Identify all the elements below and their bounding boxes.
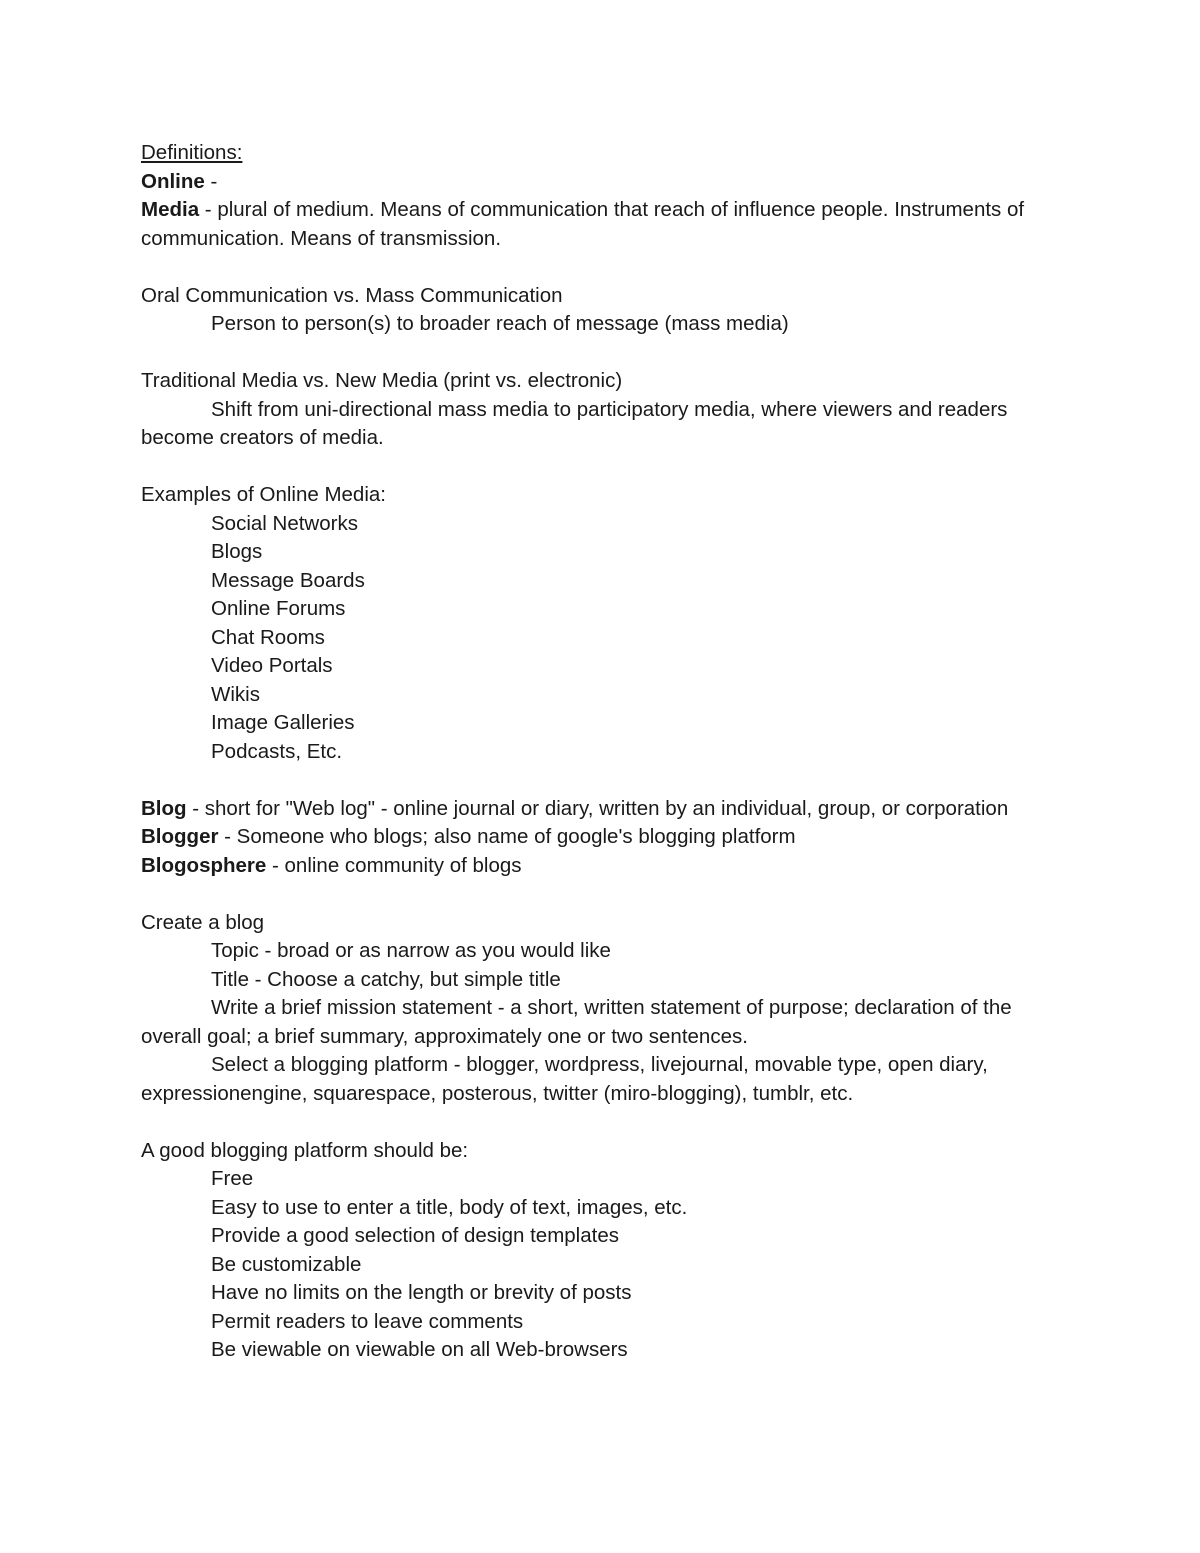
list-item: Easy to use to enter a title, body of text, images, etc. <box>211 1195 688 1219</box>
definition-blogger-text: - Someone who blogs; also name of google's blogging platform <box>218 825 796 848</box>
definition-blogosphere <box>141 852 1061 881</box>
term-blogger: Blogger <box>141 825 219 848</box>
list-item: Have no limits on the length or brevity of posts <box>211 1281 632 1304</box>
list-item: Blogs <box>211 540 263 563</box>
list-item: Social Networks <box>211 511 358 535</box>
list-item: Podcasts, Etc. <box>211 739 343 763</box>
spacer <box>141 253 1061 282</box>
create-heading: Create a blog <box>141 910 265 934</box>
definitions-heading: Definitions: <box>141 141 243 164</box>
definition-media <box>141 196 1061 253</box>
list-item: Video Portals <box>211 654 333 677</box>
definition-blog <box>141 795 1061 824</box>
list-item: Chat Rooms <box>211 625 325 649</box>
traditional-heading: Traditional Media vs. New Media (print vs. electronic) <box>141 369 623 392</box>
list-item: Be viewable on viewable on all Web-browsers <box>211 1338 628 1361</box>
term-media: Media <box>141 198 200 221</box>
spacer <box>141 1108 1061 1137</box>
list-item: Be customizable <box>211 1252 362 1276</box>
term-online: Online <box>141 169 205 193</box>
list-item: Provide a good selection of design templates <box>211 1224 619 1247</box>
spacer <box>141 339 1061 368</box>
examples-heading: Examples of Online Media: <box>141 483 386 506</box>
create-platform: Select a blogging platform - blogger, wordpress, livejournal, movable type, open diary, expressionengine, squarespace, posterous, twitter (miro-blogging), tumblr, etc. <box>141 1053 988 1105</box>
term-blogosphere: Blogosphere <box>141 853 267 877</box>
definition-blog-text: - short for "Web log" - online journal or diary, written by an individual, group, or corporation <box>186 796 1009 820</box>
create-title: Title - Choose a catchy, but simple title <box>211 967 561 991</box>
spacer <box>141 453 1061 482</box>
create-mission: Write a brief mission statement - a short, written statement of purpose; declaration of the overall goal; a brief summary, approximately one or two sentences. <box>141 996 1012 1048</box>
document-page <box>141 139 1061 1365</box>
definition-media-text: - plural of medium. Means of communication that reach of influence people. Instruments of communication. Means of transmission. <box>141 198 1025 250</box>
definition-online <box>141 168 1061 197</box>
definition-blogosphere-text: - online community of blogs <box>266 853 522 877</box>
create-topic: Topic - broad or as narrow as you would like <box>211 939 611 962</box>
definition-online-text: - <box>204 169 218 193</box>
list-item: Free <box>211 1167 254 1190</box>
spacer <box>141 880 1061 909</box>
list-item: Image Galleries <box>211 711 355 734</box>
spacer <box>141 766 1061 795</box>
oral-heading: Oral Communication vs. Mass Communication <box>141 283 563 307</box>
list-item: Message Boards <box>211 568 365 592</box>
list-item: Wikis <box>211 682 260 706</box>
list-item: Permit readers to leave comments <box>211 1309 524 1333</box>
list-item: Online Forums <box>211 597 346 620</box>
term-blog: Blog <box>141 796 187 820</box>
traditional-detail: Shift from uni-directional mass media to participatory media, where viewers and readers become creators of media. <box>141 397 1008 449</box>
good-heading: A good blogging platform should be: <box>141 1138 469 1162</box>
oral-detail: Person to person(s) to broader reach of message (mass media) <box>211 312 789 335</box>
definition-blogger <box>141 823 1061 852</box>
